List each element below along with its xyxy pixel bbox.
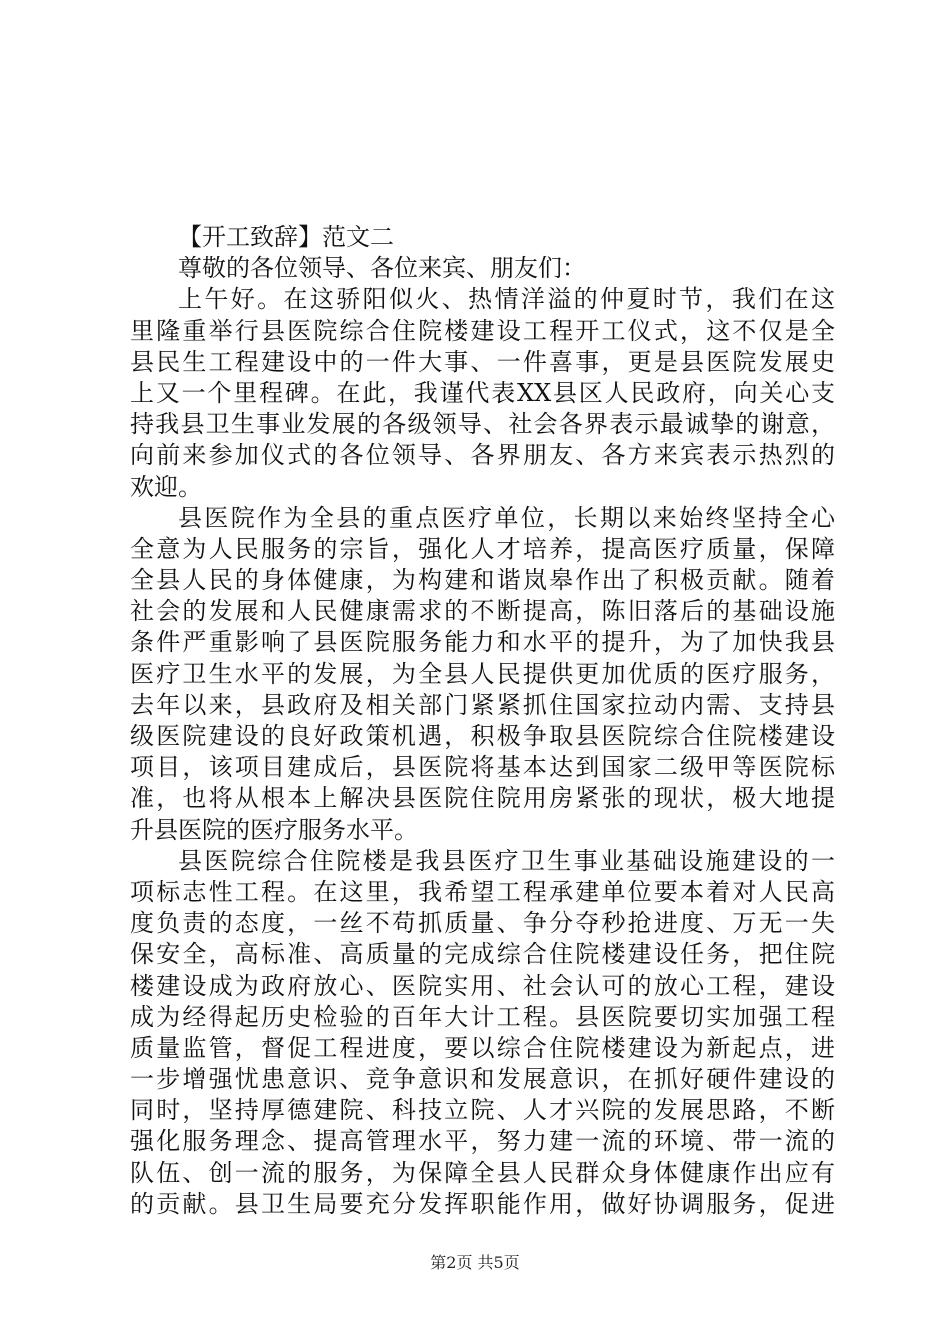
text-line: 持我县卫生事业发展的各级领导、社会各界表示最诚挚的谢意，: [130, 410, 835, 439]
text-line: 准，也将从根本上解决县医院住院用房紧张的现状，极大地提: [130, 784, 835, 813]
text-line: 条件严重影响了县医院服务能力和水平的提升，为了加快我县: [130, 628, 835, 657]
text-line: 上又一个里程碑。在此，我谨代表XX县区人民政府，向关心支: [130, 378, 835, 407]
text-line: 里隆重举行县医院综合住院楼建设工程开工仪式，这不仅是全: [130, 316, 835, 345]
text-line: 强化服务理念、提高管理水平，努力建一流的环境、带一流的: [130, 1127, 835, 1156]
text-line: 升县医院的医疗服务水平。: [130, 815, 418, 844]
text-line: 欢迎。: [130, 472, 202, 501]
text-line: 社会的发展和人民健康需求的不断提高，陈旧落后的基础设施: [130, 597, 835, 626]
text-line: 项目，该项目建成后，县医院将基本达到国家二级甲等医院标: [130, 753, 835, 782]
text-line: 级医院建设的良好政策机遇，积极争取县医院综合住院楼建设: [130, 722, 835, 750]
text-line: 全意为人民服务的宗旨，强化人才培养，提高医疗质量，保障: [130, 534, 835, 563]
page-footer: 第2页 共5页: [430, 1253, 520, 1272]
text-line: 县民生工程建设中的一件大事、一件喜事，更是县医院发展史: [130, 347, 835, 376]
text-line: 去年以来，县政府及相关部门紧紧抓住国家拉动内需、支持县: [130, 690, 835, 719]
text-line: 县医院作为全县的重点医疗单位，长期以来始终坚持全心: [178, 503, 835, 532]
text-line: 县医院综合住院楼是我县医疗卫生事业基础设施建设的一: [178, 846, 835, 875]
document-body: [130, 222, 835, 1220]
text-line: 一步增强忧患意识、竞争意识和发展意识，在抓好硬件建设的: [130, 1065, 835, 1094]
text-line: 成为经得起历史检验的百年大计工程。县医院要切实加强工程: [130, 1002, 835, 1031]
text-line: 质量监管，督促工程进度，要以综合住院楼建设为新起点，进: [130, 1033, 835, 1062]
text-line: 保安全，高标准、高质量的完成综合住院楼建设任务，把住院: [130, 940, 835, 969]
text-line: 项标志性工程。在这里，我希望工程承建单位要本着对人民高: [130, 877, 835, 906]
text-line: 上午好。在这骄阳似火、热情洋溢的仲夏时节，我们在这: [178, 285, 835, 314]
text-line: 队伍、创一流的服务，为保障全县人民群众身体健康作出应有: [130, 1158, 835, 1187]
text-line: 的贡献。县卫生局要充分发挥职能作用，做好协调服务，促进: [130, 1189, 835, 1218]
text-line: 度负责的态度，一丝不苟抓质量、争分夺秒抢进度、万无一失: [130, 909, 835, 938]
text-line: 医疗卫生水平的发展，为全县人民提供更加优质的医疗服务，: [130, 659, 835, 688]
text-line: 楼建设成为政府放心、医院实用、社会认可的放心工程，建设: [130, 971, 835, 1000]
text-line: 全县人民的身体健康，为构建和谐岚皋作出了积极贡献。随着: [130, 566, 835, 595]
text-line: 尊敬的各位领导、各位来宾、朋友们：: [178, 254, 586, 283]
text-line: 【开工致辞】范文二: [178, 223, 394, 251]
text-line: 同时，坚持厚德建院、科技立院、人才兴院的发展思路，不断: [130, 1096, 835, 1125]
text-line: 向前来参加仪式的各位领导、各界朋友、各方来宾表示热烈的: [130, 441, 835, 470]
